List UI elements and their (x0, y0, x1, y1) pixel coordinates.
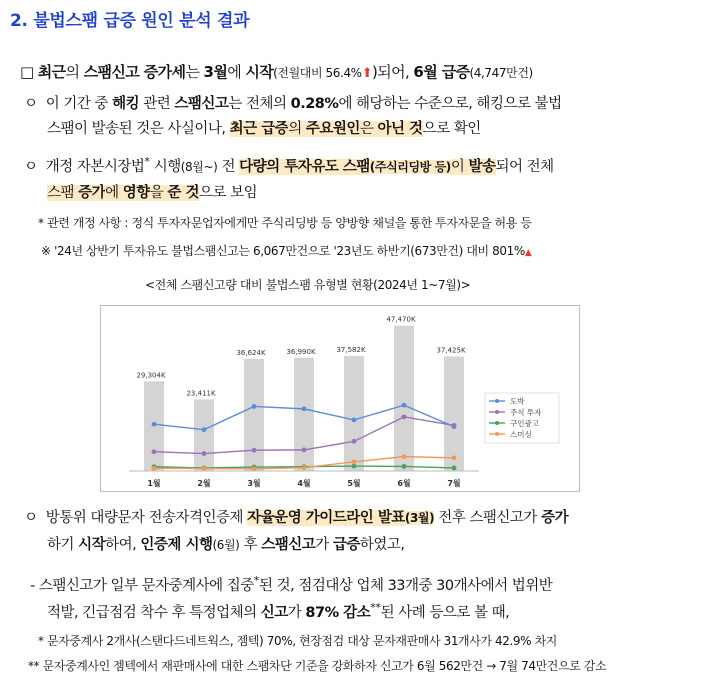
text: 인증제 시행 (140, 537, 213, 553)
text: 급증 (332, 537, 360, 553)
text: 는 전체의 (228, 96, 291, 112)
text: 은 (359, 121, 378, 137)
category-label: 1월 (147, 479, 161, 488)
text: 스팸신고가 일부 문자중계사에 집중 (38, 578, 254, 594)
total-bar-label: 37,582K (336, 345, 366, 354)
total-bar (294, 358, 314, 471)
text: 에 (227, 63, 246, 81)
up-triangle-icon: ▲ (524, 248, 532, 258)
text: 의 (288, 121, 306, 137)
text: (6월) (212, 538, 240, 552)
text: 관련 (139, 96, 175, 112)
text: 가 (287, 605, 306, 621)
text: 가 (315, 537, 333, 553)
spam-type-chart (101, 306, 579, 491)
total-bar-label: 37,425K (436, 346, 466, 355)
summary-line (20, 61, 533, 82)
text: 되어 전체 (495, 159, 554, 175)
series-point (252, 404, 257, 409)
text: 다량의 투자유도 스팸 (239, 159, 370, 175)
legend-marker (495, 410, 499, 414)
series-point (352, 417, 357, 422)
note-amendment: * 관련 개정 사항 : 정식 투자자문업자에게만 주식리딩방 등 양방향 채널을 통한 투자자문을 허용 등 (38, 216, 532, 230)
text: 하여, (105, 537, 141, 553)
text: 하였고, (359, 537, 405, 553)
text: 후 (239, 537, 262, 553)
text: 스팸 (47, 185, 79, 201)
bullet1-line2 (47, 117, 481, 138)
series-point (402, 403, 407, 408)
text: 전 (217, 159, 240, 175)
circle-marker: ㅇ (24, 510, 38, 526)
text: 주요원인 (305, 121, 360, 137)
square-marker: □ (20, 63, 34, 81)
series-point (152, 466, 157, 471)
category-label: 4월 (297, 479, 311, 488)
series-point (402, 464, 407, 469)
legend-label: 스미싱 (510, 430, 532, 439)
text: 신고 (260, 605, 288, 621)
text: 스팸신고 (174, 96, 229, 112)
total-bar-label: 36,990K (286, 347, 316, 356)
text: 에 (105, 185, 123, 201)
text: 87% 감소 (305, 605, 371, 621)
series-point (152, 422, 157, 427)
text: (8월~) (180, 160, 218, 174)
text: 영향 (122, 185, 150, 201)
circle-marker: ㅇ (24, 96, 38, 112)
dash-line2 (47, 601, 509, 622)
text: 증가 (541, 510, 569, 526)
text: 스팸이 발송된 것은 사실이나, (47, 121, 230, 137)
total-bar (194, 399, 214, 471)
total-bar-label: 36,624K (236, 348, 266, 357)
text: 해킹 (112, 96, 140, 112)
text: 자율운영 가이드라인 발표 (247, 510, 405, 526)
series-point (352, 439, 357, 444)
series-point (402, 454, 407, 459)
text: 시행 (149, 159, 181, 175)
text: 아닌 것 (377, 121, 423, 137)
category-label: 6월 (397, 479, 411, 488)
text-start: 시작 (245, 63, 274, 81)
series-point (202, 427, 207, 432)
bullet2-line1 (24, 155, 554, 176)
footnote-2: ** 문자중계사인 젬텍에서 재판매사에 대한 스팸차단 기준을 강화하자 신고가 6월 562만건 → 7월 74만건으로 감소 (28, 659, 607, 673)
text-june-surge: 6월 급증 (413, 63, 470, 81)
text-march: 3월 (203, 63, 228, 81)
text-recent: 최근 (37, 63, 66, 81)
text-mom: (전월대비 56.4% (273, 66, 362, 80)
text: 으로 확인 (422, 121, 481, 137)
total-bar (394, 326, 414, 471)
legend-marker (495, 399, 499, 403)
text: 적발, 긴급점검 착수 후 특정업체의 (47, 605, 261, 621)
text: 하기 (47, 537, 79, 553)
series-point (452, 455, 457, 460)
series-point (452, 466, 457, 471)
text: 으로 보임 (198, 185, 258, 201)
series-point (402, 414, 407, 419)
text: 된 사례 등으로 볼 때, (380, 605, 510, 621)
legend-label: 구인광고 (510, 419, 539, 428)
text: )되어, (371, 63, 414, 81)
text: 스팸신고 (261, 537, 316, 553)
total-bar-label: 47,470K (386, 315, 416, 324)
dash-marker: - (30, 578, 35, 594)
up-arrow-icon: ⬆ (361, 66, 372, 81)
footnote-mark: * (253, 574, 259, 588)
text: 을 (149, 185, 168, 201)
text: 는 (185, 63, 204, 81)
total-bar-label: 23,411K (186, 389, 216, 398)
legend-label: 도박 (510, 397, 525, 406)
text: 최근 급증 (229, 121, 289, 137)
chart-frame (100, 305, 580, 492)
legend-label: 주식 투자 (510, 408, 542, 417)
series-point (302, 465, 307, 470)
category-label: 2월 (197, 479, 211, 488)
section-heading: 2. 불법스팸 급증 원인 분석 결과 (10, 11, 250, 31)
text: 이 (450, 159, 469, 175)
category-label: 5월 (347, 479, 361, 488)
legend-marker (495, 421, 499, 425)
series-point (352, 464, 357, 469)
text: 발송 (468, 159, 496, 175)
text: 방통위 대량문자 전송자격인증제 (45, 510, 248, 526)
bullet1-line1 (24, 92, 562, 113)
text: (3월) (404, 511, 435, 525)
series-point (202, 451, 207, 456)
bullet3-line2 (47, 533, 405, 554)
text-count: (4,747만건) (469, 66, 533, 80)
category-label: 7월 (447, 479, 461, 488)
total-bar-label: 29,304K (136, 371, 166, 380)
text: 시작 (78, 537, 106, 553)
total-bar (444, 356, 464, 471)
footnote-1: * 문자중계사 2개사(스탠다드네트웍스, 젬텍) 70%, 현장점검 대상 문자재판매사 31개사가 42.9% 차지 (38, 634, 557, 648)
footnote-mark: ** (370, 601, 381, 615)
text: 이 기간 중 (45, 96, 113, 112)
circle-marker: ㅇ (24, 159, 38, 175)
legend-marker (495, 432, 499, 436)
total-bar (244, 359, 264, 471)
series-point (302, 406, 307, 411)
chart-caption: <전체 스팸신고량 대비 불법스팸 유형별 현황(2024년 1~7월)> (145, 278, 471, 292)
text: 의 (65, 63, 84, 81)
series-point (152, 449, 157, 454)
bullet3-line1 (24, 506, 568, 527)
text: (주식리딩방 등) (369, 160, 451, 174)
text: 0.28% (290, 96, 339, 112)
text: 전후 스팸신고가 (434, 510, 542, 526)
text: 에 해당하는 수준으로, 해킹으로 불법 (338, 96, 562, 112)
series-point (302, 447, 307, 452)
note-investment-spam (41, 242, 531, 259)
bullet2-line2 (47, 181, 257, 202)
text: 된 것, 점검대상 업체 33개중 30개사에서 법위반 (258, 578, 553, 594)
dash-line1 (30, 574, 552, 595)
total-bar (344, 356, 364, 471)
text: 개정 자본시장법 (45, 159, 145, 175)
footnote-mark: * (144, 155, 150, 169)
series-point (452, 423, 457, 428)
category-label: 3월 (247, 479, 261, 488)
text-trend: 스팸신고 증가세 (83, 63, 186, 81)
text: 준 것 (167, 185, 199, 201)
series-point (352, 459, 357, 464)
series-point (202, 466, 207, 471)
text: ※ '24년 상반기 투자유도 불법스팸신고는 6,067만건으로 '23년도 하반기(673만건) 대비 801% (41, 244, 525, 258)
text: 증가 (78, 185, 106, 201)
series-point (252, 448, 257, 453)
